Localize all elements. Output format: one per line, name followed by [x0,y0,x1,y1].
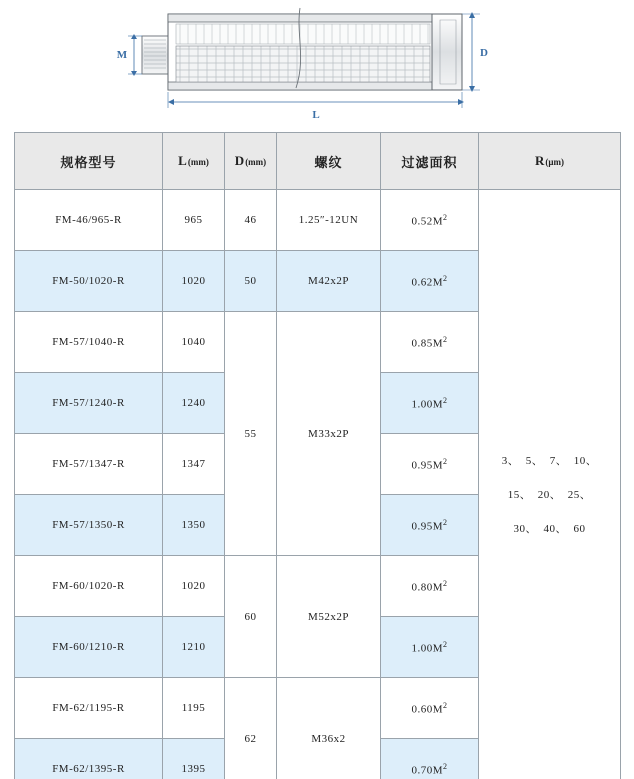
cell-filter-area: $1.00M^2$ [381,617,479,678]
header-row [15,133,621,190]
rating-line-2: 15、 20、 25、 [507,488,592,501]
cell-filter-area: $0.70M^2$ [381,739,479,779]
cell-model: FM-62/1195-R [15,678,163,739]
cell-filter-area: $0.60M^2$ [381,678,479,739]
filter-element-svg [0,0,634,122]
rating-line-1: 3、 5、 7、 10、 [501,454,598,467]
col-header-length: L(mm) [163,133,225,190]
table-row [15,190,621,251]
cell-model: FM-60/1020-R [15,556,163,617]
table-body [15,190,621,779]
col-header-rating: R(μm) [479,133,621,190]
cell-diameter: 50 [225,251,277,312]
cell-length: 1195 [163,678,225,739]
col-header-model: 规格型号 [15,133,163,190]
cell-length: 1020 [163,556,225,617]
cell-filter-area: $0.95M^2$ [381,495,479,556]
cell-length: 965 [163,190,225,251]
dimension-label-l: L [312,109,320,121]
cell-filter-area: $0.62M^2$ [381,251,479,312]
cell-model: FM-62/1395-R [15,739,163,779]
rating-line-3: 30、 40、 60 [513,522,586,535]
cell-diameter: 46 [225,190,277,251]
cell-filter-area: $0.52M^2$ [381,190,479,251]
cell-diameter: 62 [225,678,277,779]
cell-model: FM-46/965-R [15,190,163,251]
table-header [15,133,621,190]
product-drawing [0,0,634,122]
cell-length: 1210 [163,617,225,678]
cell-thread: 1.25″-12UN [277,190,381,251]
cell-thread: M36x2 [277,678,381,779]
cell-thread: M33x2P [277,312,381,556]
cell-length: 1020 [163,251,225,312]
cell-length: 1350 [163,495,225,556]
dimension-label-m: M [116,49,128,61]
cell-model: FM-57/1040-R [15,312,163,373]
cell-model: FM-57/1347-R [15,434,163,495]
specification-table [14,132,621,779]
cell-thread: M52x2P [277,556,381,678]
cell-model: FM-57/1350-R [15,495,163,556]
cell-length: 1040 [163,312,225,373]
cell-filter-area: $0.80M^2$ [381,556,479,617]
cell-thread: M42x2P [277,251,381,312]
cell-filter-area: $0.95M^2$ [381,434,479,495]
cell-length: 1347 [163,434,225,495]
cell-model: FM-50/1020-R [15,251,163,312]
col-header-filter-area: 过滤面积 [381,133,479,190]
cell-diameter: 55 [225,312,277,556]
col-header-thread: 螺纹 [277,133,381,190]
cell-length: 1395 [163,739,225,779]
col-header-diameter: D(mm) [225,133,277,190]
cell-model: FM-60/1210-R [15,617,163,678]
cell-diameter: 60 [225,556,277,678]
cell-model: FM-57/1240-R [15,373,163,434]
cell-length: 1240 [163,373,225,434]
dimension-label-d: D [480,47,488,59]
specification-table-wrapper [14,132,620,779]
cell-filter-area: $0.85M^2$ [381,312,479,373]
cell-filtration-rating [479,190,621,779]
cell-filter-area: $1.00M^2$ [381,373,479,434]
